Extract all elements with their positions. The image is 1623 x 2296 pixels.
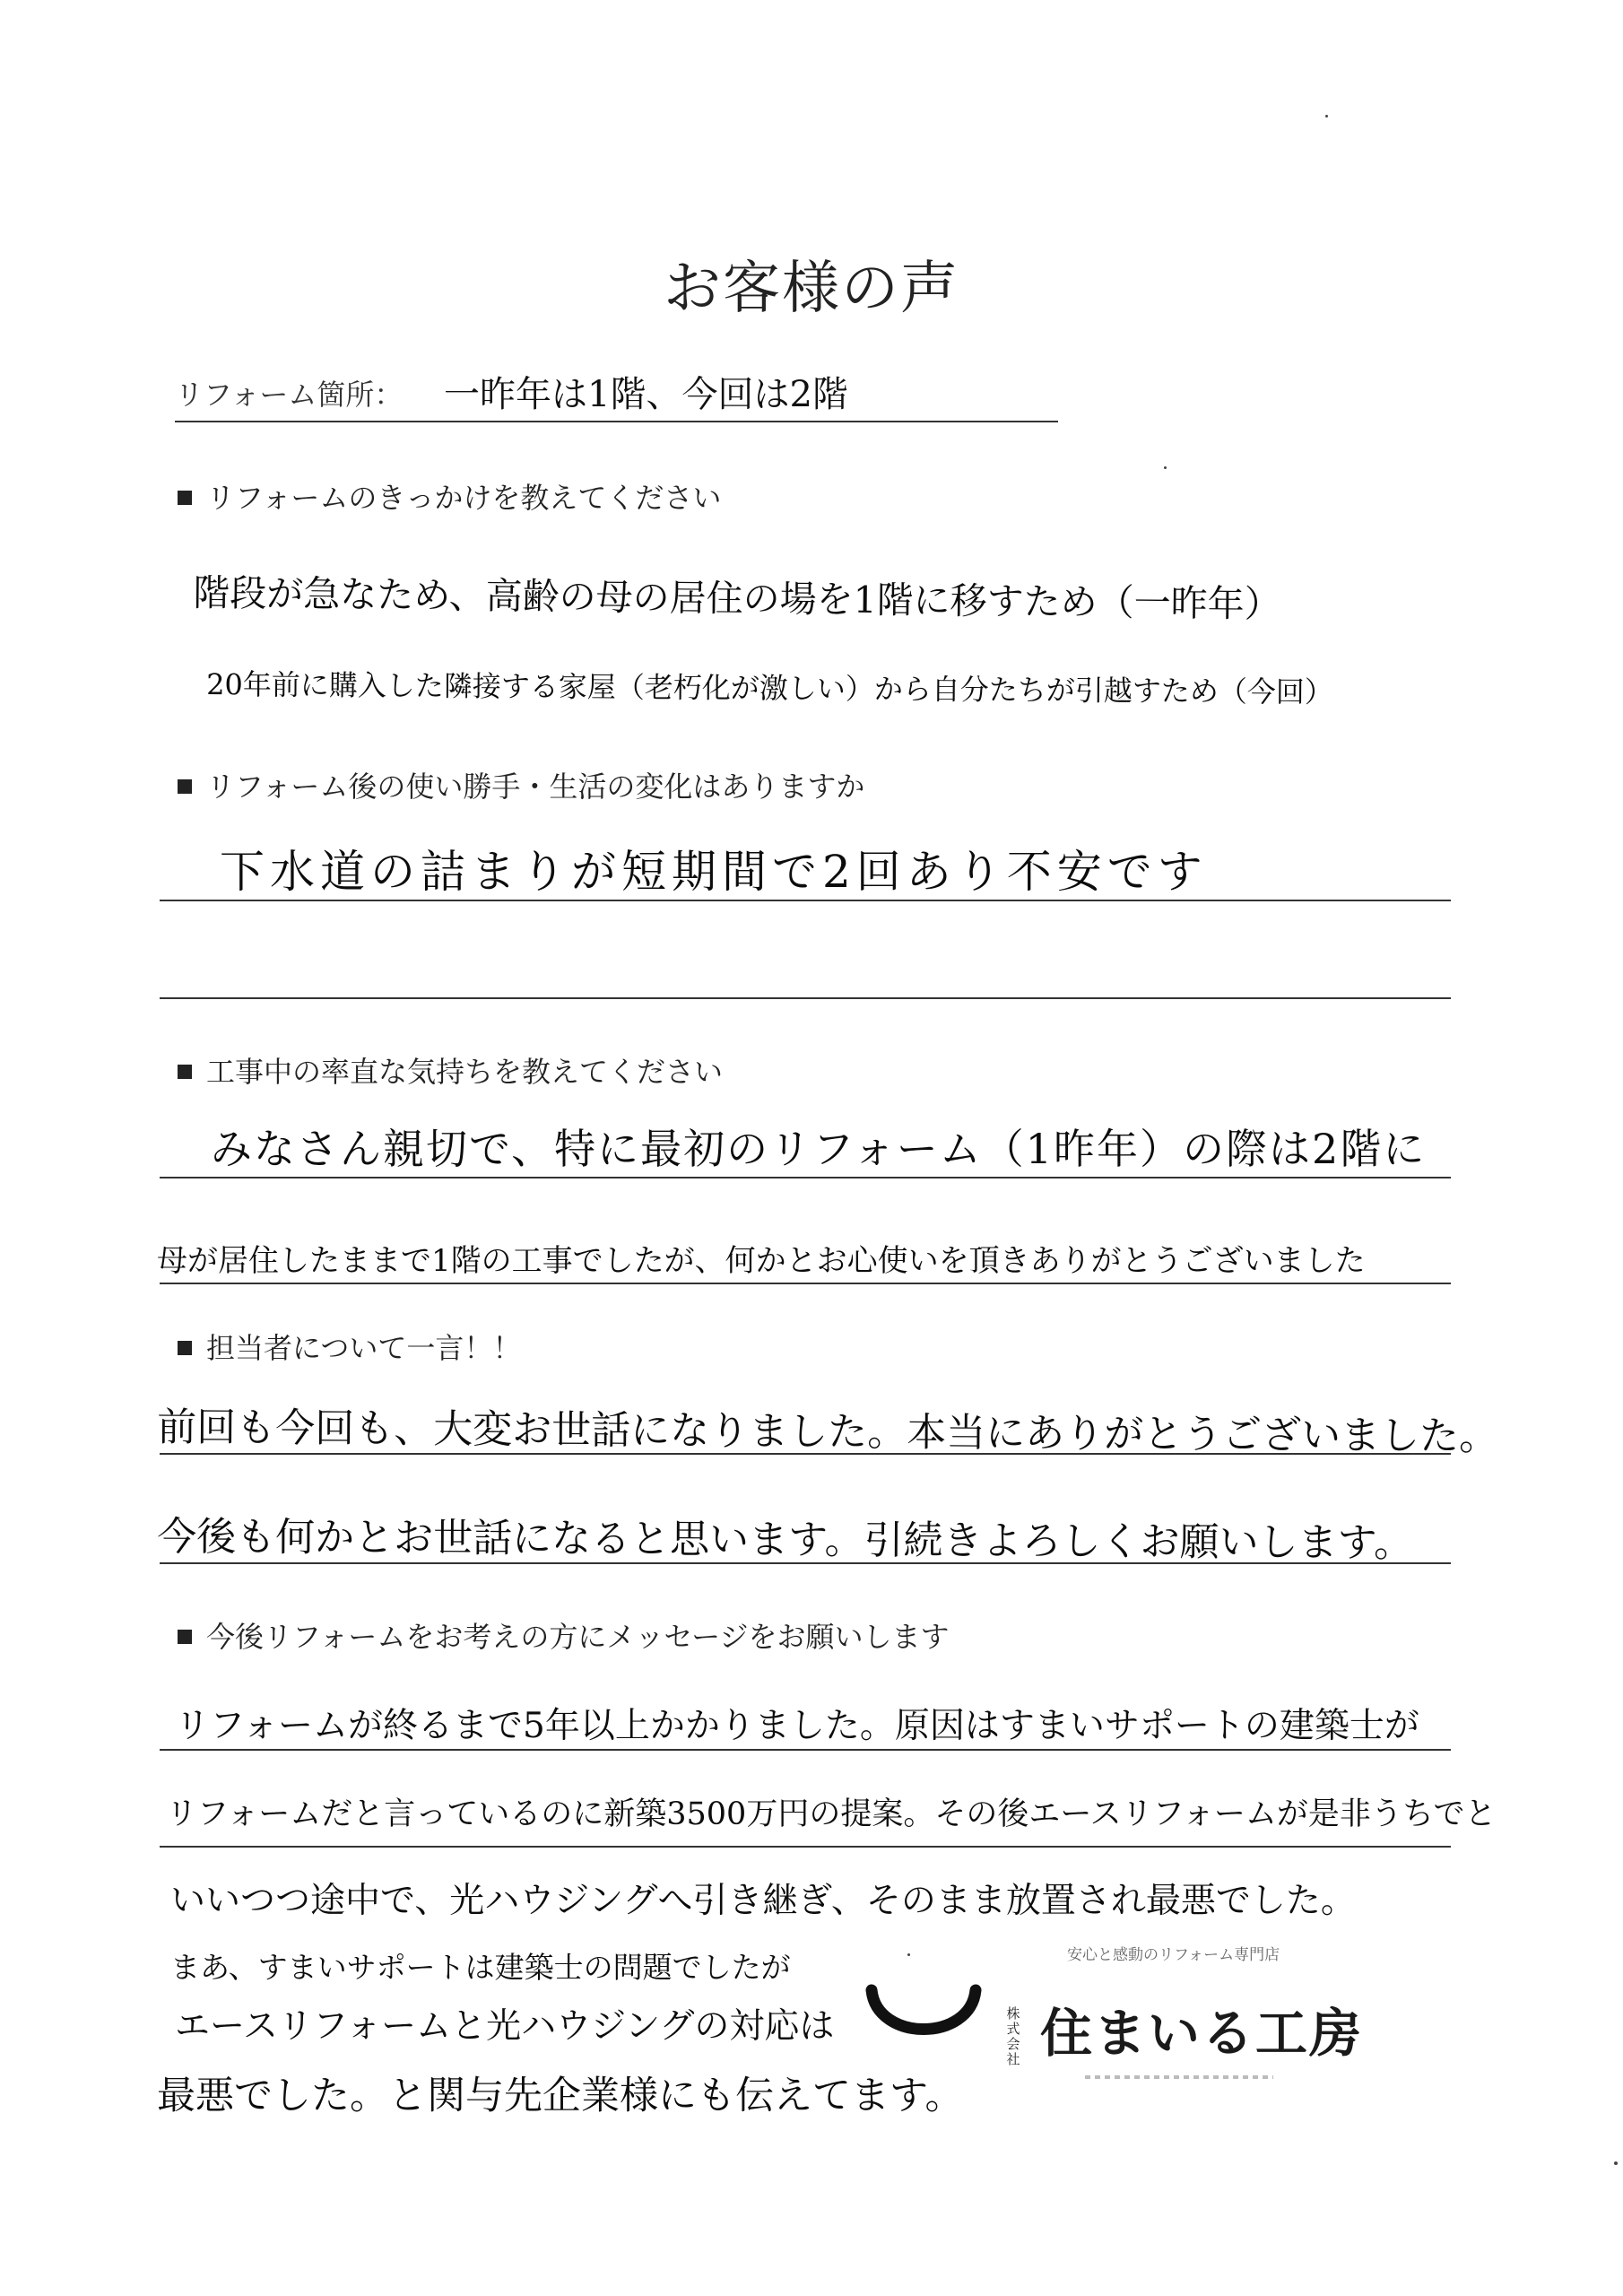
answer-rule: [160, 1749, 1451, 1751]
answer-rule: [160, 1283, 1451, 1284]
scan-speck: [1325, 115, 1328, 117]
answer-line: 下水道の詰まりが短期間で2回あり不安です: [220, 846, 1208, 898]
answer-rule: [160, 1562, 1451, 1564]
answer-line: リフォームが終るまで5年以上かかりました。原因はすまいサポートの建築士が: [175, 1706, 1419, 1746]
stamp-company-name: 住まいる工房: [1040, 2003, 1364, 2064]
reform-location-label: リフォーム箇所：: [175, 378, 404, 412]
answer-line: 階段が急なため、高齢の母の居住の場を1階に移すため（一昨年）: [193, 571, 1281, 626]
answer-line: みなさん親切で、特に最初のリフォーム（1昨年）の際は2階に: [211, 1125, 1427, 1173]
square-bullet-icon: [178, 779, 192, 794]
square-bullet-icon: [178, 1630, 192, 1644]
scan-speck: [1164, 466, 1167, 469]
question-about-staff: [178, 1326, 521, 1367]
company-stamp: [861, 1942, 1399, 2094]
smile-logo-icon: [861, 1978, 986, 2058]
answer-line: リフォームだと言っているのに新築3500万円の提案。その後エースリフォームが是非うちでと: [166, 1796, 1497, 1832]
question-text: リフォーム後の使い勝手・生活の変化はありますか: [206, 770, 865, 804]
answer-line: 前回も今回も、大変お世話になりました。本当にありがとうございました。: [157, 1405, 1499, 1460]
stamp-faint-print: [1085, 2069, 1273, 2086]
reform-location-underline: [175, 421, 1058, 422]
question-during-construction: [178, 1049, 723, 1091]
square-bullet-icon: [178, 1065, 192, 1079]
answer-rule: [160, 1177, 1451, 1178]
reform-location-value: 一昨年は1階、今回は2階: [444, 374, 848, 415]
answer-line: 最悪でした。と関与先企業様にも伝えてます。: [157, 2074, 964, 2118]
answer-rule: [160, 900, 1451, 901]
square-bullet-icon: [178, 491, 192, 505]
answer-line: エースリフォームと光ハウジングの対応は: [175, 2006, 835, 2047]
question-message-to-others: [178, 1614, 949, 1656]
answer-rule: [160, 997, 1451, 999]
reform-location-row: [175, 363, 1058, 422]
scan-speck: [1614, 2161, 1618, 2165]
answer-line: まあ、すまいサポートは建築士の問題でしたが: [170, 1950, 791, 1985]
answer-rule: [160, 1846, 1451, 1848]
square-bullet-icon: [178, 1341, 192, 1355]
stamp-tagline: 安心と感動のリフォーム専門店: [1067, 1946, 1280, 1964]
answer-rule: [160, 1453, 1451, 1455]
scan-speck: [907, 1953, 910, 1956]
question-reform-reason: [178, 475, 721, 517]
question-text: リフォームのきっかけを教えてください: [206, 481, 722, 515]
stamp-company-type: 株式会社: [1006, 2005, 1020, 2067]
question-text: 今後リフォームをお考えの方にメッセージをお願いします: [206, 1620, 950, 1654]
answer-line: 母が居住したままで1階の工事でしたが、何かとお心使いを頂きありがとうございました: [157, 1243, 1366, 1279]
page-title: お客様の声: [664, 256, 959, 322]
answer-line: 20年前に購入した隣接する家屋（老朽化が激しい）から自分たちが引越すため（今回）: [206, 667, 1333, 709]
question-after-reform-changes: [178, 764, 864, 805]
answer-line: いいつつ途中で、光ハウジングへ引き継ぎ、そのまま放置され最悪でした。: [170, 1881, 1356, 1921]
answer-line: 今後も何かとお世話になると思います。引続きよろしくお願いします。: [157, 1514, 1414, 1567]
question-text: 工事中の率直な気持ちを教えてください: [206, 1055, 724, 1089]
question-text: 担当者について一言！！: [206, 1331, 522, 1365]
